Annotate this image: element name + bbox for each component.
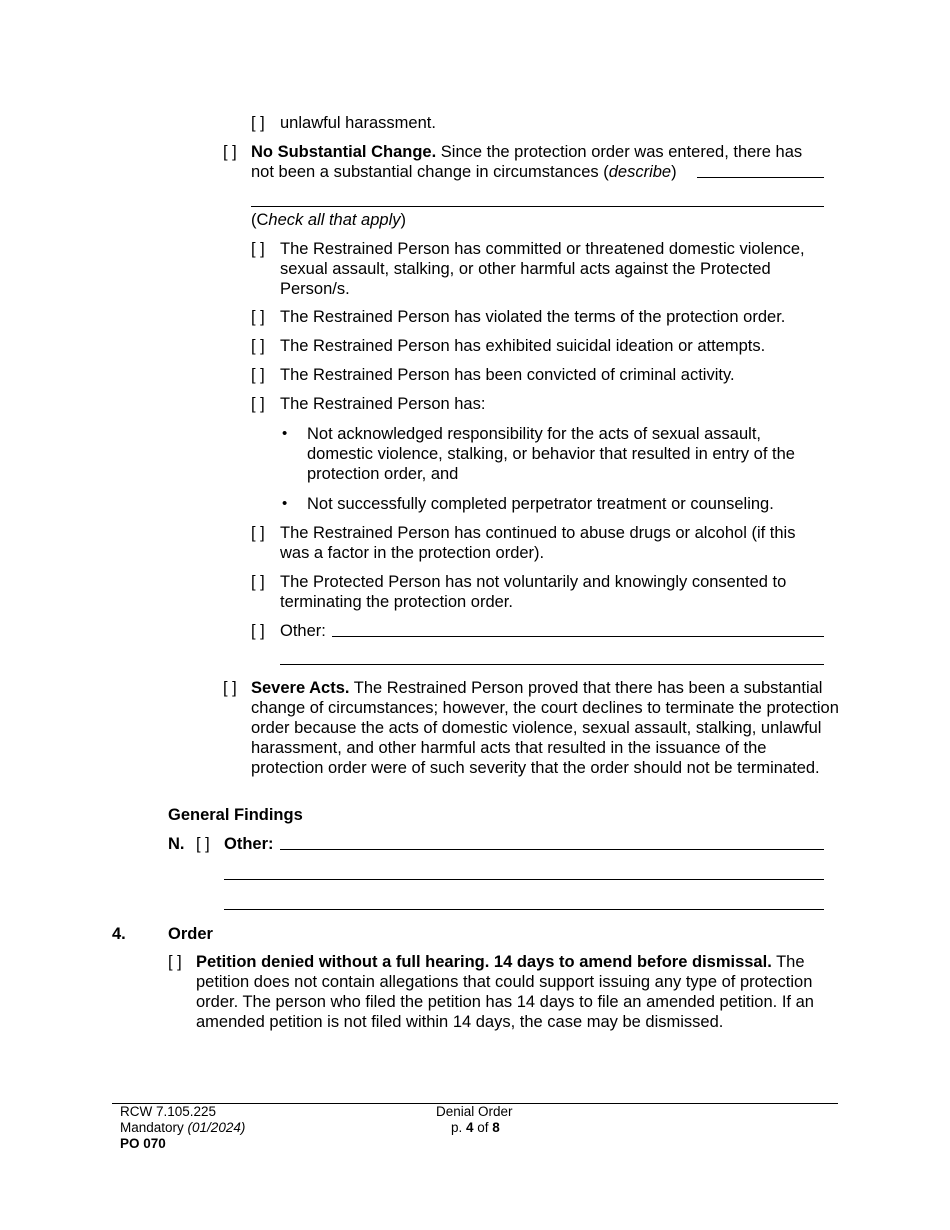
footer-page: p. 4 of 8 [451,1120,500,1135]
consent-text: The Protected Person has not voluntarily and knowingly consented to terminating the protection order. [280,573,787,611]
violated-text: The Restrained Person has violated the terms of the protection order. [280,308,786,326]
bullet-2-text: Not successfully completed perpetrator treatment or counseling. [307,495,774,513]
general-findings-heading: General Findings [168,806,303,824]
finding-letter: N. [168,835,185,853]
bullet-1-text: Not acknowledged responsibility for the acts of sexual assault, domestic violence, stalking, or behavior that resulted in entry of the protection order, and [307,425,795,483]
general-other-line-3[interactable] [224,909,824,910]
checkbox-consent[interactable]: [ ] [251,573,265,591]
no-change-text-2a: not been a substantial change in circumstances ( [251,163,609,181]
check-all-note: (Check all that apply) [251,211,407,229]
unlawful-harassment-label: unlawful harassment. [280,114,436,132]
severe-paragraph [251,678,841,778]
no-change-describe: describe [608,163,672,181]
checkbox-violated[interactable]: [ ] [251,308,265,326]
checkbox-other[interactable]: [ ] [251,622,265,640]
checkbox-no-change[interactable]: [ ] [223,143,237,161]
checkbox-denied[interactable]: [ ] [168,953,182,971]
footer-rcw: RCW 7.105.225 [120,1104,217,1119]
checkbox-suicidal[interactable]: [ ] [251,337,265,355]
footer-form: PO 070 [120,1136,166,1151]
footer-mandatory: Mandatory (01/2024) [120,1120,246,1135]
other-fill-line-2[interactable] [280,664,824,665]
other-fill-line[interactable] [332,636,824,637]
drugs-text: The Restrained Person has continued to abuse drugs or alcohol (if this was a factor in the protection order). [280,524,796,562]
denied-text: The petition does not contain allegations that could support issuing any type of protection order. The person who filed the petition has 14 days to file an amended petition. If an amended petition is not filed within 14 days, the case may be dismissed. [196,953,814,1031]
checkbox-has[interactable]: [ ] [251,395,265,413]
checkbox-committed[interactable]: [ ] [251,240,265,258]
general-other-line-2[interactable] [224,879,824,880]
footer-title: Denial Order [436,1104,513,1119]
suicidal-text: The Restrained Person has exhibited suicidal ideation or attempts. [280,337,766,355]
order-heading: Order [168,925,213,943]
describe-fill-line-2[interactable] [251,206,824,207]
general-other-line-1[interactable] [280,849,824,850]
no-change-text-2b: ) [671,163,677,181]
bullet-2: • [282,495,288,512]
checkbox-convicted[interactable]: [ ] [251,366,265,384]
general-other-label: Other: [224,835,274,853]
denied-title: Petition denied without a full hearing. 14 days to amend before dismissal. [196,953,772,971]
bullet-1: • [282,425,288,442]
checkbox[interactable]: [ ] [251,114,265,132]
committed-text: The Restrained Person has committed or threatened domestic violence, sexual assault, stalking, or other harmful acts against the Protected Person/s. [280,240,805,298]
checkbox-drugs[interactable]: [ ] [251,524,265,542]
order-number: 4. [112,925,126,943]
convicted-text: The Restrained Person has been convicted of criminal activity. [280,366,735,384]
other-label: Other: [280,622,326,640]
checkbox-general-other[interactable]: [ ] [196,835,210,853]
checkbox-severe[interactable]: [ ] [223,679,237,697]
describe-fill-line[interactable] [697,177,824,178]
has-text: The Restrained Person has: [280,395,486,413]
no-change-title: No Substantial Change. [251,143,437,161]
no-change-paragraph [251,142,841,182]
severe-title: Severe Acts. [251,679,350,697]
no-change-text-1: Since the protection order was entered, there has [436,143,803,161]
footer-left [120,1104,245,1152]
footer-center [436,1104,513,1136]
denied-paragraph [196,952,841,1032]
severe-text: The Restrained Person proved that there has been a substantial change of circumstances; however, the court declines to terminate the protection order because the acts of domestic violence, sexual assault, stalking, unlawful harassment, and other harmful acts that resulted in the issuance of the protection order were of such severity that the order should not be terminated. [251,679,839,777]
